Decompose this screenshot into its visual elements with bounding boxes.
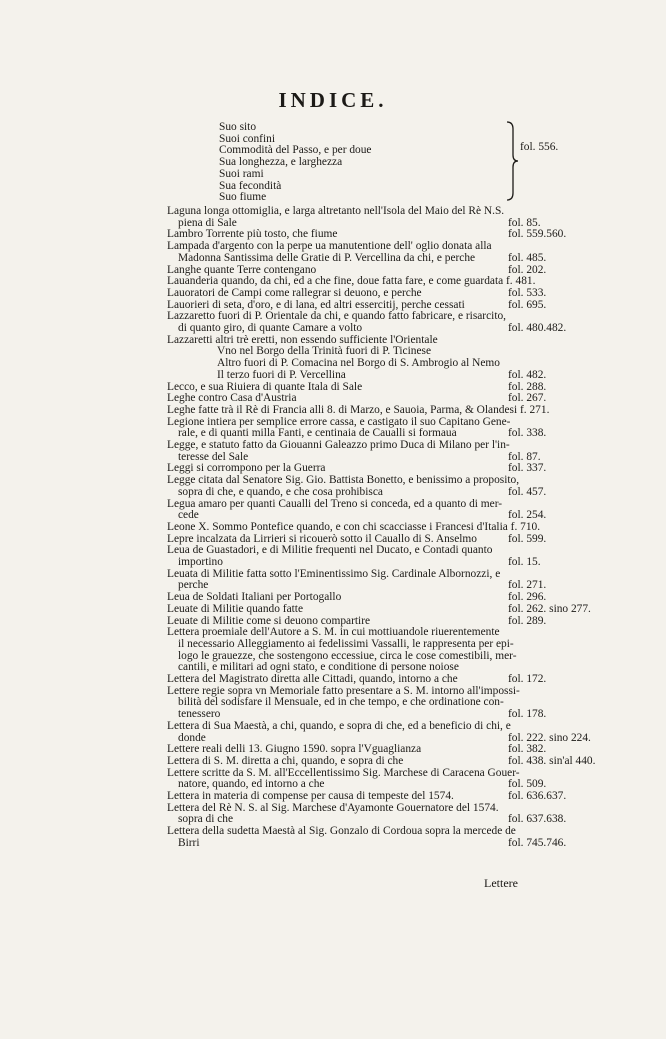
index-entry-continuation: tenessero [178,708,221,721]
index-entry-continuation: piena di Sale [178,216,237,229]
index-entry-continuation: importino [178,556,223,568]
index-entry-continuation: sopra di che [178,813,234,826]
page-reference: fol. 15. [508,556,541,568]
index-entry-continuation: teresse del Sale [178,450,249,463]
page-reference: fol. 695. [508,298,547,311]
index-entry: Lauanderia quando, da chi, ed a che fine, doue fatta fare, e come guardata f. 481. [167,275,536,288]
index-entry: Lettera di S. M. diretta a chi, quando, e sopra di che [167,754,404,767]
page-reference: fol. 509. [508,778,547,791]
index-entry: Legione intiera per semplice errore cassa, e castigato il suo Capitano Gene- [167,415,511,428]
index-entry: Lazzaretti altri trè eretti, non essendo sufficiente l'Orientale [167,333,438,346]
index-entry: Lettera della sudetta Maestà al Sig. Gonzalo di Cordoua sopra la mercede de [167,825,516,838]
index-entry-continuation: bilità del sodisfare il Mensuale, ed in che tempo, e che ordinatione con- [178,696,504,709]
index-entry-continuation: Birri [178,836,200,849]
index-entry: Leggi si corrompono per la Guerra [167,462,326,475]
index-entry: Lauorieri di seta, d'oro, e di lana, ed altri essercitij, perche cessati [167,298,465,311]
page-reference: fol. 296. [508,591,547,604]
index-entry: Legge, e statuto fatto da Giouanni Galeazzo primo Duca di Milano per l'in- [167,439,510,451]
index-entry: Lettera di Sua Maestà, a chi, quando, e sopra di che, ed a beneficio di chi, e [167,719,511,732]
index-entry: Langhe quante Terre contengano [167,263,317,276]
index-entry: Legge citata dal Senatore Sig. Gio. Battista Bonetto, e benissimo a proposito, [167,474,520,487]
index-entry: Leghe fatte trà il Rè di Francia alli 8. di Marzo, e Sauoia, Parma, & Olandesi f. 271. [167,403,550,416]
index-entry: Leua de Guastadori, e di Militie frequenti nel Ducato, e Contadi quanto [167,544,493,557]
index-entry: Lecco, e sua Riuiera di quante Itala di Sale [167,380,363,393]
index-entry-continuation: logo le grauezze, che sostengono eccessiue, circa le cose comestibili, mer- [178,649,517,662]
page-reference: fol. 172. [508,673,547,685]
index-entry: Leuate di Militie quando fatte [167,602,304,615]
index-entry: Lazzaretto fuori di P. Orientale da chi, e quando fatto fabricare, e risarcito, [167,310,507,323]
index-entry-continuation: rale, e di quanti milla Fanti, e centinaia de Caualli si formaua [178,427,457,440]
index-entry: Lettere scritte da S. M. all'Eccellentissimo Sig. Marchese di Caracena Gouer- [167,766,520,779]
index-entry: Leua de Soldati Italiani per Portogallo [167,591,342,604]
index-entry: Lettera del Magistrato diretta alle Cittadi, quando, intorno a che [167,673,458,685]
index-entry: Leuate di Militie come si deuono compartire [167,614,371,627]
index-entry: Lettere regie sopra vn Memoriale fatto presentare a S. M. intorno all'impossi- [167,684,520,697]
index-entry-continuation: natore, quando, ed intorno a che [178,778,325,791]
sub-item: Sua longhezza, e larghezza [219,156,343,169]
page-reference: fol. 382. [508,743,547,756]
sub-item: Suoi confini [219,132,276,145]
index-entry: Lampada d'argento con la perpe ua manutentione dell' oglio donata alla [167,240,492,253]
page-reference: fol. 559.560. [508,228,567,241]
page-title: INDICE. [278,88,388,112]
page-reference: fol. 637.638. [508,813,567,826]
page-reference: fol. 87. [508,450,541,463]
index-entry-continuation: il necessario Alleggiamento ai fedelissimi Vassalli, le rappresenta per epi- [178,637,514,650]
page-reference: fol. 289. [508,614,547,627]
page-reference: fol. 338. [508,427,547,440]
page-reference: fol. 262. sino 277. [508,602,591,615]
sub-item: Commodità del Passo, e per doue [219,144,372,157]
catchword: Lettere [484,876,518,890]
page-reference: fol. 288. [508,380,547,393]
page-reference: fol. 745.746. [508,836,567,849]
index-entry: Leone X. Sommo Pontefice quando, e con chi scacciasse i Francesi d'Italia f. 710. [167,520,541,533]
index-entry-continuation: donde [178,731,206,744]
page-reference: fol. 85. [508,216,541,229]
index-entry: Lauoratori de Campi come rallegrar si deuono, e perche [167,286,422,299]
index-entry-continuation: sopra di che, e quando, e che cosa prohibisca [178,485,383,498]
index-entry: Lettera in materia di compense per causa di tempeste del 1574. [167,790,454,802]
page-reference: fol. 480.482. [508,322,567,334]
page-reference: fol. 482. [508,368,547,381]
index-entry: Legua amaro per quanti Caualli del Treno si conceda, ed a quanto di mer- [167,497,503,510]
page-reference: fol. 438. sin'al 440. [508,754,596,767]
page-reference: fol. 457. [508,485,547,498]
index-entry-continuation: cede [178,509,199,522]
sub-item: Suo fiume [219,191,267,204]
index-entry: Vno nel Borgo della Trinità fuori di P. Ticinese [217,345,432,358]
index-entry: Lepre incalzata da Lirrieri si ricouerò sotto il Cauallo di S. Anselmo [167,532,477,545]
index-entry: Lettera proemiale dell'Autore a S. M. in cui mottiuandole riuerentemente [167,626,500,639]
index-entry: Leuata di Militie fatta sotto l'Eminentissimo Sig. Cardinale Albornozzi, e [167,567,501,580]
page-reference: fol. 337. [508,462,547,475]
page-reference: fol. 271. [508,579,547,592]
page-reference: fol. 485. [508,251,547,264]
page-reference: fol. 599. [508,532,547,545]
index-entry-continuation: di quanto giro, di quante Camare a volto [178,322,363,334]
page-reference: fol. 202. [508,263,547,276]
index-entry-continuation: cantili, e militari ad ogni stato, e conditione di persone noiose [178,661,459,674]
page-reference: fol. 178. [508,708,547,721]
index-entry: Lambro Torrente più tosto, che fiume [167,228,338,241]
index-entry: Lettere reali delli 13. Giugno 1590. sopra l'Vguaglianza [167,743,422,756]
sub-item: Suo sito [219,121,257,133]
page-reference: fol. 222. sino 224. [508,731,591,744]
page-reference: fol. 254. [508,509,547,522]
page-reference: fol. 533. [508,286,547,299]
index-entry: Il terzo fuori di P. Vercellina [217,368,346,381]
brace-icon [505,121,519,201]
sub-item: Suoi rami [219,167,264,180]
sub-items-page-ref: fol. 556. [520,141,559,153]
index-entry: Lettera del Rè N. S. al Sig. Marchese d'Ayamonte Gouernatore del 1574. [167,801,499,814]
page-reference: fol. 636.637. [508,790,567,802]
index-entry: Laguna longa ottomiglia, e larga altretanto nell'Isola del Maio del Rè N.S. [167,205,505,217]
index-entry-continuation: perche [178,579,209,592]
index-entry: Altro fuori di P. Comacina nel Borgo di S. Ambrogio al Nemo [217,357,500,370]
page-reference: fol. 267. [508,392,547,405]
index-entry: Leghe contro Casa d'Austria [167,392,297,405]
index-entry-continuation: Madonna Santissima delle Gratie di P. Vercellina da chi, e perche [178,251,476,264]
sub-item: Sua fecondità [219,179,282,192]
